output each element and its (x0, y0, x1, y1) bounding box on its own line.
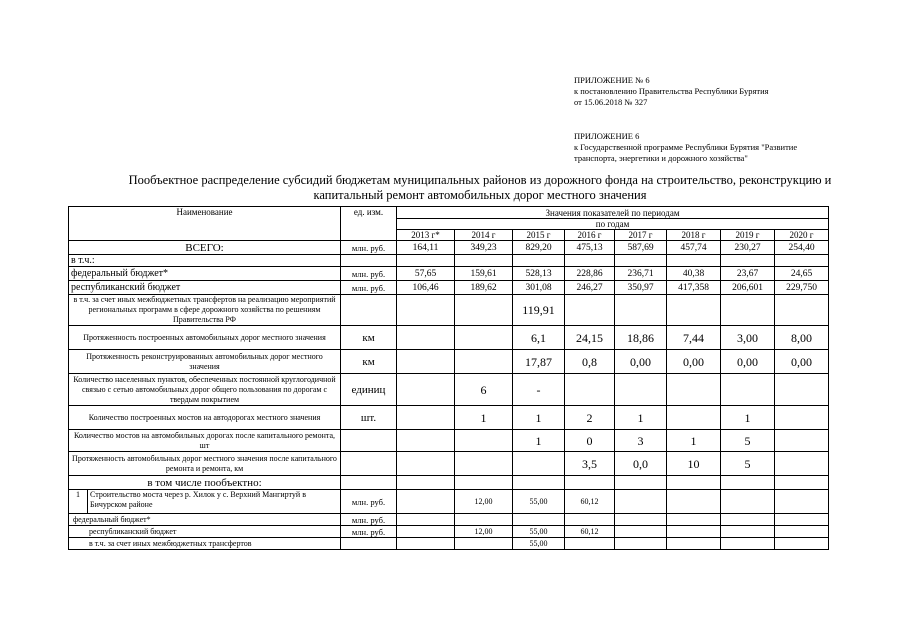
row-value-2019 (721, 514, 775, 526)
row-value-2015: 6,1 (513, 326, 565, 350)
row-value-2016: 475,13 (565, 241, 615, 255)
year-header-6: 2019 г (721, 230, 775, 241)
row-value-2014 (455, 452, 513, 476)
subsidy-distribution-table (68, 206, 829, 550)
column-header-by-years: по годам (397, 219, 829, 230)
year-header-0: 2013 г* (397, 230, 455, 241)
row-unit: млн. руб. (341, 241, 397, 255)
row-value-2019 (721, 526, 775, 538)
row-unit: единиц (341, 374, 397, 406)
row-value-2017: 587,69 (615, 241, 667, 255)
row-value-2013 (397, 476, 455, 490)
row-value-2019 (721, 295, 775, 326)
row-value-2015: 55,00 (513, 538, 565, 550)
row-value-2018: 40,38 (667, 267, 721, 281)
row-value-2019: 206,601 (721, 281, 775, 295)
row-value-2013 (397, 430, 455, 452)
row-value-2016: 24,15 (565, 326, 615, 350)
row-value-2020 (775, 490, 829, 514)
table-row (69, 476, 829, 490)
row-value-2016: 228,86 (565, 267, 615, 281)
row-value-2020 (775, 255, 829, 267)
row-value-2015: 119,91 (513, 295, 565, 326)
row-unit: млн. руб. (341, 526, 397, 538)
row-value-2017 (615, 514, 667, 526)
row-number: 1 (69, 490, 88, 513)
table-row (69, 452, 829, 476)
row-value-2020: 229,750 (775, 281, 829, 295)
row-value-2014: 12,00 (455, 526, 513, 538)
row-value-2014: 1 (455, 406, 513, 430)
row-name: федеральный бюджет* (69, 267, 341, 281)
table-row (69, 241, 829, 255)
table-row (69, 267, 829, 281)
row-value-2015 (513, 476, 565, 490)
row-value-2020 (775, 430, 829, 452)
appendix-number: ПРИЛОЖЕНИЕ № 6 (574, 75, 650, 85)
row-value-2013 (397, 350, 455, 374)
row-value-2020: 24,65 (775, 267, 829, 281)
row-value-2018 (667, 374, 721, 406)
row-value-2014 (455, 350, 513, 374)
row-name: республиканский бюджет (69, 281, 341, 295)
row-unit (341, 430, 397, 452)
row-name: Количество мостов на автомобильных дорогах после капитального ремонта, шт (69, 430, 341, 452)
row-value-2020 (775, 476, 829, 490)
table-row (69, 281, 829, 295)
table-row (69, 326, 829, 350)
row-value-2016: 2 (565, 406, 615, 430)
row-value-2018: 457,74 (667, 241, 721, 255)
row-value-2017: 236,71 (615, 267, 667, 281)
table-row (69, 295, 829, 326)
column-header-name: Наименование (69, 207, 341, 241)
row-name: в том числе пообъектно: (69, 476, 341, 490)
header-row-1 (69, 207, 829, 219)
table-row (69, 490, 829, 514)
row-value-2016: 0 (565, 430, 615, 452)
row-value-2014 (455, 476, 513, 490)
year-header-4: 2017 г (615, 230, 667, 241)
row-value-2020 (775, 452, 829, 476)
row-name: Протяженность реконструированных автомобильных дорог местного значения (69, 350, 341, 374)
row-value-2020 (775, 538, 829, 550)
row-name-text: Строительство моста через р. Хилок у с. Верхний Мангиртуй в Бичурском районе (90, 490, 306, 509)
row-value-2019 (721, 490, 775, 514)
row-value-2019: 23,67 (721, 267, 775, 281)
row-value-2015: - (513, 374, 565, 406)
row-value-2014 (455, 295, 513, 326)
row-value-2017: 0,0 (615, 452, 667, 476)
row-name: федеральный бюджет* (69, 514, 341, 526)
row-unit: млн. руб. (341, 490, 397, 514)
row-value-2013 (397, 406, 455, 430)
row-value-2015 (513, 255, 565, 267)
row-value-2017 (615, 490, 667, 514)
row-value-2013 (397, 490, 455, 514)
row-value-2018 (667, 406, 721, 430)
row-value-2019 (721, 255, 775, 267)
row-value-2015: 301,08 (513, 281, 565, 295)
row-value-2017 (615, 255, 667, 267)
program-reference-line1: к Государственной программе Республики Бурятия "Развитие (574, 142, 798, 152)
row-value-2015: 829,20 (513, 241, 565, 255)
row-value-2020 (775, 295, 829, 326)
row-value-2020 (775, 526, 829, 538)
year-header-7: 2020 г (775, 230, 829, 241)
row-value-2015: 1 (513, 430, 565, 452)
row-value-2020: 254,40 (775, 241, 829, 255)
table-row (69, 350, 829, 374)
row-value-2020: 0,00 (775, 350, 829, 374)
row-value-2018: 417,358 (667, 281, 721, 295)
row-value-2013: 57,65 (397, 267, 455, 281)
row-value-2019 (721, 374, 775, 406)
table-row (69, 406, 829, 430)
row-value-2013: 164,11 (397, 241, 455, 255)
row-value-2016 (565, 538, 615, 550)
row-unit (341, 452, 397, 476)
row-name: в т.ч. за счет иных межбюджетных трансфертов на реализацию мероприятий региональных программ в сфере дорожного хозяйства по решениям Правительства РФ (69, 295, 341, 326)
row-value-2018 (667, 490, 721, 514)
row-value-2019 (721, 538, 775, 550)
row-value-2016: 246,27 (565, 281, 615, 295)
document-title (70, 173, 890, 203)
row-unit (341, 538, 397, 550)
row-unit: км (341, 350, 397, 374)
year-header-3: 2016 г (565, 230, 615, 241)
row-value-2019: 5 (721, 430, 775, 452)
row-value-2015: 528,13 (513, 267, 565, 281)
row-value-2014 (455, 538, 513, 550)
row-value-2013 (397, 452, 455, 476)
row-value-2016 (565, 514, 615, 526)
row-value-2015: 55,00 (513, 526, 565, 538)
appendix-date: от 15.06.2018 № 327 (574, 97, 648, 107)
program-appendix-header (574, 131, 797, 164)
row-value-2014 (455, 326, 513, 350)
row-unit (341, 255, 397, 267)
row-value-2014: 349,23 (455, 241, 513, 255)
row-value-2017 (615, 374, 667, 406)
row-value-2019: 5 (721, 452, 775, 476)
row-value-2019: 230,27 (721, 241, 775, 255)
row-value-2019 (721, 476, 775, 490)
row-value-2019: 3,00 (721, 326, 775, 350)
program-appendix-number: ПРИЛОЖЕНИЕ 6 (574, 131, 640, 141)
row-value-2018 (667, 538, 721, 550)
row-unit: млн. руб. (341, 267, 397, 281)
row-value-2018: 7,44 (667, 326, 721, 350)
column-header-unit: ед. изм. (341, 207, 397, 241)
row-value-2013 (397, 295, 455, 326)
row-value-2017: 3 (615, 430, 667, 452)
row-value-2013 (397, 255, 455, 267)
row-value-2016: 60,12 (565, 490, 615, 514)
row-value-2013 (397, 538, 455, 550)
row-unit (341, 295, 397, 326)
row-value-2014 (455, 430, 513, 452)
row-value-2018: 0,00 (667, 350, 721, 374)
table-row (69, 514, 829, 526)
row-value-2017 (615, 526, 667, 538)
row-value-2013: 106,46 (397, 281, 455, 295)
row-value-2013 (397, 526, 455, 538)
row-name: Протяженность построенных автомобильных дорог местного значения (69, 326, 341, 350)
row-value-2015 (513, 514, 565, 526)
row-value-2019: 1 (721, 406, 775, 430)
row-value-2020 (775, 514, 829, 526)
row-value-2018 (667, 295, 721, 326)
row-value-2018 (667, 526, 721, 538)
row-value-2017 (615, 476, 667, 490)
table-row (69, 526, 829, 538)
row-value-2014: 189,62 (455, 281, 513, 295)
row-name: Протяженность автомобильных дорог местного значения после капитального ремонта и ремонта, км (69, 452, 341, 476)
row-unit: млн. руб. (341, 281, 397, 295)
row-value-2014 (455, 514, 513, 526)
row-value-2015: 17,87 (513, 350, 565, 374)
year-header-1: 2014 г (455, 230, 513, 241)
row-value-2017: 1 (615, 406, 667, 430)
row-value-2017: 350,97 (615, 281, 667, 295)
document-title-line1: Пообъектное распределение субсидий бюджетам муниципальных районов из дорожного фонда на строительство, реконструкцию и (128, 173, 832, 187)
resolution-appendix-header (574, 75, 769, 108)
row-value-2016 (565, 255, 615, 267)
row-value-2018 (667, 255, 721, 267)
row-value-2017 (615, 295, 667, 326)
row-unit (341, 476, 397, 490)
row-value-2015: 55,00 (513, 490, 565, 514)
year-header-5: 2018 г (667, 230, 721, 241)
year-header-2: 2015 г (513, 230, 565, 241)
row-value-2014: 159,61 (455, 267, 513, 281)
row-name: в т.ч.: (69, 255, 341, 267)
row-unit: млн. руб. (341, 514, 397, 526)
appendix-reference: к постановлению Правительства Республики Бурятия (574, 86, 769, 96)
table-row (69, 374, 829, 406)
row-value-2018 (667, 514, 721, 526)
table-row (69, 538, 829, 550)
row-value-2016: 0,8 (565, 350, 615, 374)
row-name: Количество построенных мостов на автодорогах местного значения (69, 406, 341, 430)
row-value-2016 (565, 374, 615, 406)
row-value-2018: 10 (667, 452, 721, 476)
row-value-2016: 3,5 (565, 452, 615, 476)
row-name: в т.ч. за счет иных межбюджетных трансфертов (69, 538, 341, 550)
row-value-2016: 60,12 (565, 526, 615, 538)
row-value-2017 (615, 538, 667, 550)
row-value-2018 (667, 476, 721, 490)
row-value-2013 (397, 326, 455, 350)
row-name: Количество населенных пунктов, обеспеченных постоянной круглогодичной связью с сетью автомобильных дорог общего пользования по дорогам с твердым покрытием (69, 374, 341, 406)
table-row (69, 430, 829, 452)
row-value-2014 (455, 255, 513, 267)
row-value-2015: 1 (513, 406, 565, 430)
row-value-2019: 0,00 (721, 350, 775, 374)
row-value-2013 (397, 374, 455, 406)
row-value-2017: 0,00 (615, 350, 667, 374)
row-name: республиканский бюджет (69, 526, 341, 538)
document-title-line2: капитальный ремонт автомобильных дорог местного значения (313, 188, 647, 202)
row-value-2020: 8,00 (775, 326, 829, 350)
row-unit: км (341, 326, 397, 350)
row-value-2014: 6 (455, 374, 513, 406)
row-value-2018: 1 (667, 430, 721, 452)
row-value-2013 (397, 514, 455, 526)
row-unit: шт. (341, 406, 397, 430)
row-value-2020 (775, 406, 829, 430)
row-value-2015 (513, 452, 565, 476)
table-row (69, 255, 829, 267)
row-value-2017: 18,86 (615, 326, 667, 350)
program-reference-line2: транспорта, энергетики и дорожного хозяйства" (574, 153, 748, 163)
row-name (69, 490, 341, 514)
row-value-2014: 12,00 (455, 490, 513, 514)
row-value-2016 (565, 295, 615, 326)
row-value-2020 (775, 374, 829, 406)
column-header-values: Значения показателей по периодам (397, 207, 829, 219)
row-value-2016 (565, 476, 615, 490)
row-name: ВСЕГО: (69, 241, 341, 255)
